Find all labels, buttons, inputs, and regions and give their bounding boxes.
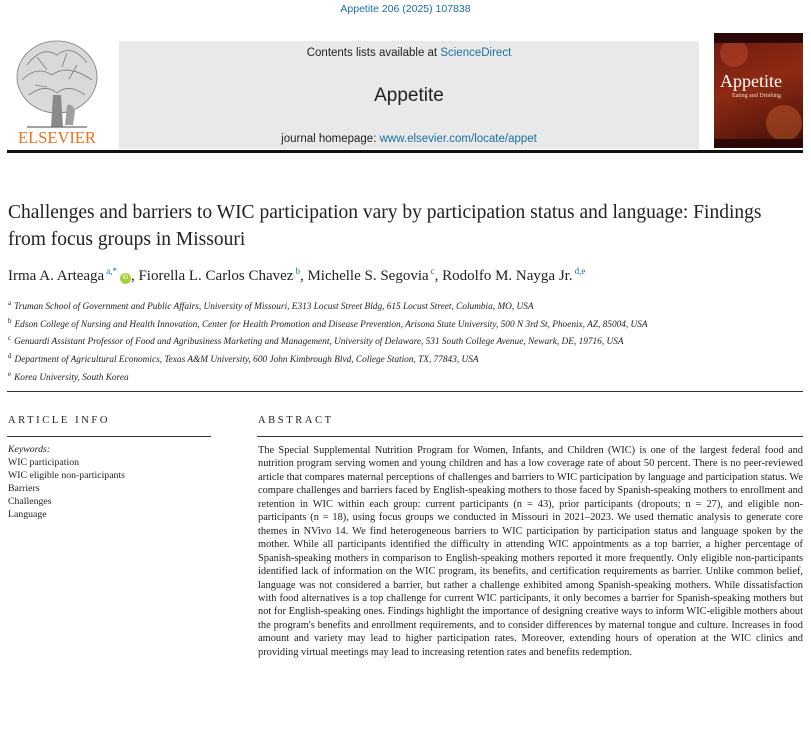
- author-name[interactable]: Michelle S. Segovia: [307, 268, 429, 284]
- affiliation-item: [8, 350, 798, 368]
- journal-cover[interactable]: [714, 33, 803, 148]
- author-affiliation-ref[interactable]: d,e: [574, 266, 586, 276]
- affiliation-text: Genuardi Assistant Professor of Food and Agribusiness Marketing and Management, University of Delaware, 531 South College Avenue, Newark, DE, 19716, USA: [14, 337, 624, 348]
- author-affiliation-ref[interactable]: a,*: [106, 266, 117, 276]
- abstract-heading: ABSTRACT: [258, 415, 334, 426]
- cover-subtitle: Eating and Drinking: [732, 93, 781, 99]
- affiliation-text: Edson College of Nursing and Health Innovation, Center for Health Promotion and Disease Prevention, Arisona State University, 500 N 3rd St, Phoenix, AZ, 85004, USA: [14, 319, 648, 330]
- author-affiliation-ref[interactable]: b: [295, 266, 300, 276]
- article-info-heading: ARTICLE INFO: [8, 415, 111, 426]
- article-info-rule: [7, 436, 211, 437]
- author-affiliation-ref[interactable]: c: [430, 266, 435, 276]
- author-name[interactable]: Irma A. Arteaga: [8, 268, 105, 284]
- sciencedirect-link[interactable]: ScienceDirect: [440, 47, 512, 59]
- running-head[interactable]: Appetite 206 (2025) 107838: [340, 3, 471, 15]
- affiliation-item: [8, 332, 798, 350]
- affiliation-marker: b: [8, 316, 12, 325]
- affiliation-item: [8, 368, 798, 386]
- affiliation-item: [8, 297, 798, 315]
- affiliations: [8, 297, 798, 385]
- affiliation-text: Department of Agricultural Economics, Texas A&M University, 600 John Kimbrough Blvd, College Station, TX, 77843, USA: [14, 355, 479, 366]
- keywords-label: Keywords:: [8, 444, 51, 455]
- keyword-item: WIC participation: [8, 457, 80, 468]
- elsevier-tree-icon: [7, 35, 107, 149]
- homepage-prefix: journal homepage:: [281, 133, 380, 145]
- affiliation-rule: [7, 391, 803, 392]
- affiliation-marker: c: [8, 334, 12, 343]
- abstract-text: The Special Supplemental Nutrition Program for Women, Infants, and Children (WIC) is one of the largest federal food and nutrition program serving women and young children and has a low coverage rate of about 50 percent. There is no peer-reviewed article that compares maternal perceptions of challenges and barriers to WIC participation by language and participation status. We compare challenges and barriers faced by English-speaking mothers to those faced by Spanish-speaking mothers to enrollment and retention in WIC within each group: current participants (n = 43), prior participants (dropouts; n = 27), and eligible non-participants (n = 18), using focus groups we conducted in Missouri in 2021–2023. We used thematic analysis to generate core themes in NVivo 14. We find heterogeneous barriers to WIC participation by participation status and language spoken by the mother. While all participants identified the difficulty in attending WIC appointments as a top barrier, a higher percentage of Spanish-speaking mothers in comparison to English-speaking mothers reported it more frequently. Only eligible non-participants identified lack of information on the WIC program, its benefits, and certification requirements as barrier. Unlike common belief, language was not considered a barrier, but rather a challenge exhibited among Spanish-speaking mothers. While dissatisfaction with food alternatives is a top challenge for current WIC participants, it only becomes a barrier for Spanish-speaking mothers but not for English-speaking ones. Findings highlight the importance of designing creative ways to inform WIC-eligible mothers about the program's benefits and enrollment requirements, and to consider differences by maternal tongue and culture. Increases in food amount and variety may lead to higher participation rates. Moreover, extending hours of operation at the WIC clinics and providing virtual meetings may lead to increasing retention rates and benefits redemption.: [258, 445, 803, 658]
- author-name[interactable]: Fiorella L. Carlos Chavez: [138, 268, 294, 284]
- author-name[interactable]: Rodolfo M. Nayga Jr.: [442, 268, 573, 284]
- journal-homepage-link[interactable]: www.elsevier.com/locate/appet: [379, 133, 537, 145]
- journal-title[interactable]: Appetite: [374, 85, 444, 106]
- affiliation-item: [8, 315, 798, 333]
- keyword-item: WIC eligible non-participants: [8, 470, 125, 481]
- keyword-item: Challenges: [8, 496, 52, 507]
- masthead-rule: [7, 150, 803, 153]
- contents-prefix: Contents lists available at: [306, 47, 441, 59]
- keywords-block: [8, 443, 212, 521]
- affiliation-text: Korea University, South Korea: [14, 372, 129, 383]
- elsevier-logo[interactable]: [7, 35, 107, 149]
- affiliation-marker: a: [8, 299, 12, 307]
- abstract-rule: [257, 436, 803, 437]
- contents-line: [119, 47, 699, 59]
- cover-title: Appetite: [720, 71, 782, 91]
- masthead: [7, 33, 803, 150]
- orcid-icon[interactable]: iD: [120, 273, 131, 284]
- affiliation-marker: d: [8, 352, 12, 361]
- journal-banner: [119, 41, 699, 149]
- homepage-line: [119, 133, 699, 145]
- affiliation-marker: e: [8, 369, 12, 378]
- affiliation-text: Truman School of Government and Public Affairs, University of Missouri, E313 Locust Street Bldg, 615 Locust Street, Columbia, MO, USA: [14, 302, 534, 313]
- article-title: Challenges and barriers to WIC participation vary by participation status and language: Findings from focus groups in Missouri: [8, 202, 762, 250]
- keyword-item: Language: [8, 509, 47, 520]
- publisher-wordmark: ELSEVIER: [18, 128, 96, 147]
- author-list: Irma A. Arteaga $^{a,*}$iD , Fiorella L. Carlos Chavez $^b$, Michelle S. Segovia $^c$, Rodolfo M. Nayga Jr. $^{d,e}$: [8, 266, 586, 284]
- keyword-item: Barriers: [8, 483, 40, 494]
